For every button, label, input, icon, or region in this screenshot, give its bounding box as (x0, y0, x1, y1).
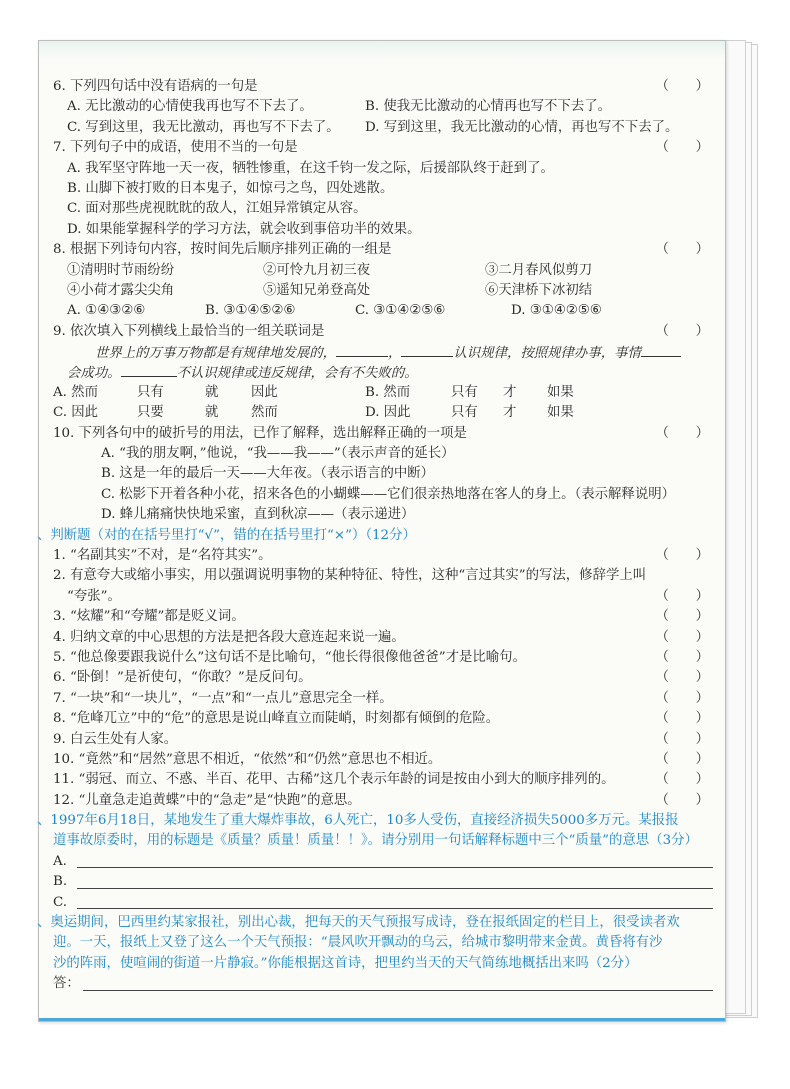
judge-item-12 (53, 791, 717, 811)
judge-item-2-cont (53, 587, 717, 607)
q8-options (53, 301, 717, 321)
q9-c-word4: 然而 (251, 405, 278, 421)
q9-a-word2: 只有 (137, 384, 164, 400)
q8-option-c[interactable]: C. ③①④②⑤⑥ (355, 303, 446, 319)
q10-answer-paren[interactable]: （ ） (655, 425, 709, 441)
q8-poem-6: ⑥天津桥下冰初结 (485, 282, 593, 298)
quality-line-c[interactable] (77, 908, 713, 909)
section-quality-line1: 、1997年6月18日，某地发生了重大爆炸事故，6人死亡，10多人受伤，直接经济损失5000多万元。某报报 (37, 813, 679, 829)
weather-answer-label: 答： (53, 976, 80, 992)
q9-b-word3: 才 (503, 384, 517, 400)
quality-answer-c[interactable] (53, 893, 717, 913)
q10-stem (53, 424, 717, 444)
q9-options-cd (53, 403, 717, 423)
judge-3-paren[interactable]: （ ） (655, 609, 709, 625)
judge-item-10-text: 10. “竟然”和“居然”意思不相近，“依然”和“仍然”意思也不相近。 (53, 751, 442, 767)
judge-item-2-cont-text: “夸张”。 (67, 588, 121, 604)
judge-item-9-text: 9. 白云生处有人家。 (53, 731, 178, 747)
quality-answer-b[interactable] (53, 872, 717, 892)
judge-item-12-text: 12. “儿童急走追黄蝶”中的“急走”是“快跑”的意思。 (53, 792, 361, 808)
q7-stem-text: 7. 下列句子中的成语，使用不当的一句是 (53, 140, 298, 156)
judge-4-paren[interactable]: （ ） (655, 629, 709, 645)
q9-d-word4: 如果 (547, 405, 574, 421)
q9-b-word1: B. 然而 (365, 384, 411, 400)
q9-b-word2: 只有 (451, 384, 478, 400)
q8-poem-1: ①清明时节雨纷纷 (67, 262, 175, 278)
q9-passage-part1: 世界上的万事万物都是有规律地发展的， (95, 346, 337, 362)
q9-a-word1: A. 然而 (53, 384, 98, 400)
judge-2-paren[interactable]: （ ） (655, 588, 709, 604)
page-bottom-rule (39, 1018, 725, 1021)
q7-option-a[interactable]: A. 我军坚守阵地一天一夜，牺牲惨重，在这千钧一发之际，后援部队终于赶到了。 (67, 160, 554, 176)
judge-item-1 (53, 546, 717, 566)
q9-d-word2: 只有 (451, 405, 478, 421)
quality-label-c: C. (53, 894, 68, 910)
quality-line-b[interactable] (77, 888, 713, 889)
q9-c-word1: C. 因此 (53, 405, 99, 421)
q6-stem-text: 6. 下列四句话中没有语病的一句是 (53, 79, 258, 94)
judge-item-5-text: 5. “他总像要跟我说什么”这句话不是比喻句，“他长得很像他爸爸”才是比喻句。 (53, 649, 526, 665)
judge-9-paren[interactable]: （ ） (655, 731, 709, 747)
q8-poem-4: ④小荷才露尖尖角 (67, 282, 175, 298)
q9-b-word4: 如果 (547, 384, 574, 400)
judge-item-11 (53, 770, 717, 790)
q9-passage-line1 (53, 342, 717, 362)
section-judge-title: 、判断题（对的在括号里打“√”，错的在括号里打“×”）（12分） (37, 527, 416, 543)
q9-d-word1: D. 因此 (365, 405, 411, 421)
q8-poem-3: ③二月春风似剪刀 (485, 262, 593, 278)
q6-option-c[interactable]: C. 写到这里，我无比激动，再也写不下去了。 (67, 119, 340, 135)
q6-option-a[interactable]: A. 无比激动的心情使我再也写不下去了。 (67, 99, 313, 115)
judge-item-11-text: 11. “弱冠、而立、不惑、半百、花甲、古稀”这几个表示年龄的词是按由小到大的顺序排列的。 (53, 772, 615, 788)
q7-option-d[interactable]: D. 如果能掌握科学的学习方法，就会收到事倍功半的效果。 (67, 221, 421, 237)
q6-options-ab (53, 97, 717, 117)
judge-item-6 (53, 668, 717, 688)
judge-item-3 (53, 607, 717, 627)
q9-blank-1[interactable] (336, 342, 388, 357)
q8-poem-5: ⑤遥知兄弟登高处 (263, 282, 371, 298)
q9-blank-4[interactable] (121, 362, 177, 377)
q9-c-word3: 就 (205, 405, 219, 421)
q9-passage-line2 (53, 362, 717, 382)
judge-5-paren[interactable]: （ ） (655, 649, 709, 665)
judge-item-10 (53, 750, 717, 770)
judge-8-paren[interactable]: （ ） (655, 711, 709, 727)
q6-options-cd (53, 118, 717, 138)
q10-option-c[interactable]: C. 松影下开着各种小花，招来各色的小蝴蝶——它们很亲热地落在客人的身上。（表示解释说明） (101, 486, 675, 502)
q9-stem (53, 322, 717, 342)
q8-option-d[interactable]: D. ③①④②⑤⑥ (511, 303, 602, 319)
q10-option-d[interactable]: D. 蜂儿痛痛快快地采蜜，直到秋凉——（表示递进） (101, 507, 415, 523)
q9-options-ab (53, 383, 717, 403)
judge-item-8-text: 8. “危峰兀立”中的“危”的意思是说山峰直立而陡峭，时刻都有倾倒的危险。 (53, 711, 500, 727)
judge-1-paren[interactable]: （ ） (655, 547, 709, 563)
q7-stem (53, 138, 717, 158)
worksheet-page (38, 40, 726, 1022)
section-quality-line2: 道事故原委时，用的标题是《质量？质量！质量！！》。请分别用一句话解释标题中三个“质量”的意思（3分） (53, 833, 698, 849)
q9-passage-part4: 不认识规律或违反规律，会有不失败的。 (176, 366, 418, 382)
q7-option-b[interactable]: B. 山脚下被打败的日本鬼子，如惊弓之鸟，四处逃散。 (67, 180, 394, 196)
judge-item-7 (53, 689, 717, 709)
q9-stem-text: 9. 依次填入下列横线上最恰当的一组关联词是 (53, 323, 325, 339)
q6-option-d[interactable]: D. 写到这里，我无比激动的心情，再也写不下去了。 (365, 119, 679, 135)
q8-answer-paren[interactable]: （ ） (655, 242, 709, 258)
q9-c-word2: 只要 (137, 405, 164, 421)
q6-stem (53, 77, 717, 97)
q9-answer-paren[interactable]: （ ） (655, 323, 709, 339)
q8-option-a[interactable]: A. ①④③②⑥ (67, 303, 146, 319)
judge-12-paren[interactable]: （ ） (655, 792, 709, 808)
judge-item-2 (53, 566, 717, 586)
q8-poems-row1 (53, 261, 717, 281)
q9-passage-part3: 会成功。 (67, 366, 121, 382)
judge-item-7-text: 7. “一块”和“一块儿”，“一点”和“一点儿”意思完全一样。 (53, 690, 393, 706)
q9-blank-3[interactable] (641, 342, 681, 357)
judge-item-8 (53, 709, 717, 729)
q9-a-word3: 就 (205, 384, 219, 400)
judge-6-paren[interactable]: （ ） (655, 670, 709, 686)
q10-option-a[interactable]: A. “我的朋友啊，”他说，“我——我——”（表示声音的延长） (101, 446, 455, 462)
q8-poems-row2 (53, 281, 717, 301)
q7-answer-paren[interactable]: （ ） (655, 140, 709, 156)
q9-a-word4: 因此 (251, 384, 278, 400)
judge-item-3-text: 3. “炫耀”和“夸耀”都是贬义词。 (53, 609, 245, 625)
q9-passage-comma: ， (388, 346, 402, 362)
q9-passage-part2: 认识规律，按照规律办事，事情 (453, 346, 641, 362)
q9-blank-2[interactable] (401, 342, 453, 357)
section-weather-line1: 、奥运期间，巴西里约某家报社，别出心裁，把每天的天气预报写成诗，登在报纸固定的栏目上，很受读者欢 (37, 915, 680, 931)
q8-poem-2: ②可怜九月初三夜 (263, 262, 371, 278)
q7-option-c[interactable]: C. 面对那些虎视眈眈的敌人，江姐异常镇定从容。 (67, 201, 367, 217)
q8-stem (53, 240, 717, 260)
judge-item-6-text: 6. “卧倒！”是祈使句，“你敢？”是反问句。 (53, 670, 312, 686)
quality-label-b: B. (53, 874, 68, 890)
judge-item-5 (53, 648, 717, 668)
section-weather-line2: 迎。一天，报纸上又登了这么一个天气预报：“晨风吹开飘动的乌云，给城市黎明带来金黄。黄昏将有沙 (53, 935, 663, 951)
worksheet-content (37, 77, 717, 995)
q10-stem-text: 10. 下列各句中的破折号的用法，已作了解释，选出解释正确的一项是 (53, 425, 467, 441)
judge-11-paren[interactable]: （ ） (655, 772, 709, 788)
q6-option-b[interactable]: B. 使我无比激动的心情再也写不下去了。 (365, 99, 611, 115)
quality-answer-a[interactable] (53, 852, 717, 872)
judge-item-2-text: 2. 有意夸大或缩小事实，用以强调说明事物的某种特征、特性，这种“言过其实”的写法，修辞学上叫 (53, 568, 647, 584)
judge-7-paren[interactable]: （ ） (655, 690, 709, 706)
q10-option-b[interactable]: B. 这是一年的最后一天——大年夜。（表示语言的中断） (101, 466, 435, 482)
weather-answer[interactable] (53, 974, 717, 994)
section-weather-line3: 沙的阵雨，使喧闹的街道一片静寂。”你能根据这首诗，把里约当天的天气简练地概括出来吗（2分） (53, 955, 638, 971)
judge-item-9 (53, 730, 717, 750)
q6-answer-paren[interactable]: （ ） (655, 79, 709, 94)
weather-answer-line[interactable] (83, 990, 713, 991)
judge-item-4-text: 4. 归纳文章的中心思想的方法是把各段大意连起来说一遍。 (53, 629, 405, 645)
q9-d-word3: 才 (503, 405, 517, 421)
judge-item-1-text: 1. “名副其实”不对，是“名符其实”。 (53, 547, 272, 563)
quality-line-a[interactable] (77, 867, 713, 868)
header-band (39, 41, 725, 59)
quality-label-a: A. (53, 853, 67, 869)
q8-stem-text: 8. 根据下列诗句内容，按时间先后顺序排列正确的一组是 (53, 242, 392, 258)
judge-10-paren[interactable]: （ ） (655, 751, 709, 767)
q8-option-b[interactable]: B. ③①④⑤②⑥ (205, 303, 296, 319)
judge-item-4 (53, 628, 717, 648)
